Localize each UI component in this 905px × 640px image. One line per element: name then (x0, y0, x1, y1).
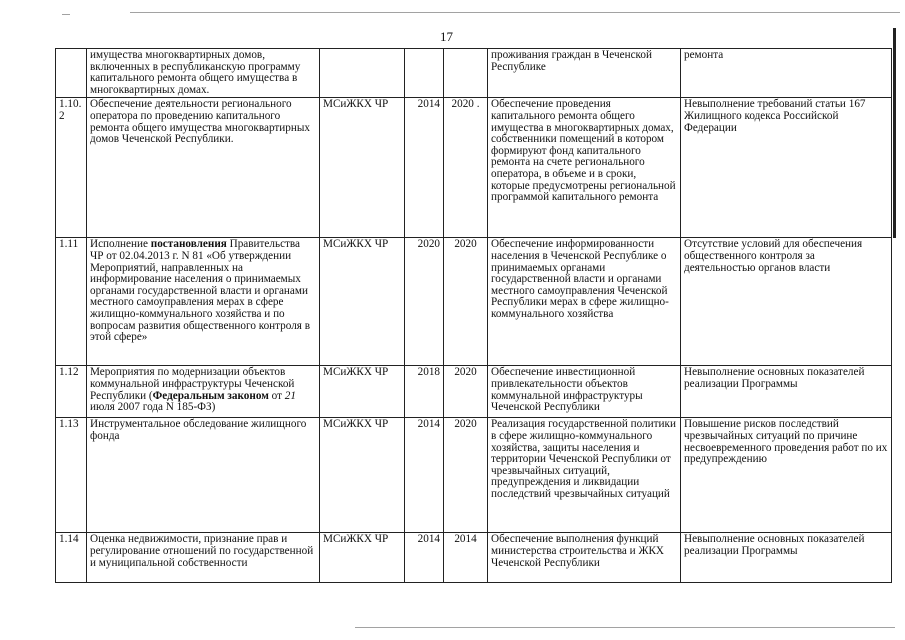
start-year: 2014 (405, 418, 444, 533)
scan-artifact-top (130, 12, 900, 13)
expected-result: Обеспечение информированности населения в Чеченской Республике о принимаемых органами государственной власти и органами местного самоуправления Чеченской Республики мерах в сфере жилищно-коммунального хозяйства (488, 238, 681, 366)
risk-consequence: Невыполнение требований статьи 167 Жилищного кодекса Российской Федерации (681, 98, 892, 238)
table-row (56, 418, 892, 533)
risk-consequence: ремонта (681, 49, 892, 98)
measure-name (87, 366, 320, 418)
measure-name-mid: от (268, 389, 285, 402)
measure-name: Обеспечение деятельности регионального оператора по проведению капитального ремонта общего имущества многоквартирных домов Чеченской Республики. (87, 98, 320, 238)
responsible-org: МСиЖКХ ЧР (320, 238, 405, 366)
scan-edge-bar (893, 28, 896, 238)
risk-consequence: Невыполнение основных показателей реализации Программы (681, 533, 892, 583)
start-year: 2020 (405, 238, 444, 366)
expected-result: Обеспечение выполнения функций министерства строительства и ЖКХ Чеченской Республики (488, 533, 681, 583)
measure-name-pre: Исполнение (90, 238, 151, 251)
scan-artifact-bottom (355, 627, 895, 628)
start-year: 2018 (405, 366, 444, 418)
responsible-org (320, 49, 405, 98)
responsible-org: МСиЖКХ ЧР (320, 366, 405, 418)
page-number: 17 (440, 29, 453, 44)
row-number (56, 49, 87, 98)
table-row (56, 366, 892, 418)
expected-result: проживания граждан в Чеченской Республике (488, 49, 681, 98)
expected-result: Обеспечение проведения капитального ремонта общего имущества в многоквартирных домах, собственники помещений в котором формируют фонд капитального ремонта на счете регионального оператора, в объеме и в сроки, которые предусмотрены региональной программой капитального ремонта (488, 98, 681, 238)
start-year: 2014 (405, 533, 444, 583)
program-measures-table (55, 48, 892, 583)
row-number: 1.10. 2 (56, 98, 87, 238)
measure-name: Инструментальное обследование жилищного фонда (87, 418, 320, 533)
measure-name-italic: 21 (284, 389, 296, 402)
measure-name-bold: Федеральным законом (152, 389, 269, 402)
risk-consequence: Невыполнение основных показателей реализации Программы (681, 366, 892, 418)
measure-name-post: Правительства ЧР от 02.04.2013 г. N 81 «Об утверждении Мероприятий, направленных на информирование населения о принимаемых органами государственной власти и органами местного самоуправления мерах в сфере жилищно-коммунального хозяйства и по вопросам развития общественного контроля в этой сфере» (90, 238, 311, 344)
end-year: 2020 (444, 366, 488, 418)
end-year (444, 49, 488, 98)
end-year: 2014 (444, 533, 488, 583)
row-number: 1.13 (56, 418, 87, 533)
risk-consequence: Повышение рисков последствий чрезвычайных ситуаций по причине несвоевременного проведения работ по их предупреждению (681, 418, 892, 533)
row-number: 1.12 (56, 366, 87, 418)
measure-name (87, 238, 320, 366)
table-row (56, 533, 892, 583)
end-year: 2020 (444, 238, 488, 366)
responsible-org: МСиЖКХ ЧР (320, 533, 405, 583)
table-row (56, 49, 892, 98)
table-row (56, 238, 892, 366)
responsible-org: МСиЖКХ ЧР (320, 418, 405, 533)
expected-result: Реализация государственной политики в сфере жилищно-коммунального хозяйства, защиты населения и территории Чеченской Республики от чрезвычайных ситуаций, предупреждения и ликвидации последствий чрезвычайных ситуаций (488, 418, 681, 533)
risk-consequence: Отсутствие условий для обеспечения общественного контроля за деятельностью органов власти (681, 238, 892, 366)
measure-name: имущества многоквартирных домов, включенных в республиканскую программу капитального ремонта общего имущества в многоквартирных домах. (87, 49, 320, 98)
row-number: 1.14 (56, 533, 87, 583)
scan-artifact-corner (62, 14, 70, 15)
measure-name: Оценка недвижимости, признание прав и регулирование отношений по государственной и муниципальной собственности (87, 533, 320, 583)
table-row (56, 98, 892, 238)
start-year: 2014 (405, 98, 444, 238)
measure-name-post: июля 2007 года N 185-ФЗ) (90, 401, 216, 414)
row-number: 1.11 (56, 238, 87, 366)
end-year: 2020 (444, 418, 488, 533)
responsible-org: МСиЖКХ ЧР (320, 98, 405, 238)
expected-result: Обеспечение инвестиционной привлекательности объектов коммунальной инфраструктуры Чеченской Республики (488, 366, 681, 418)
start-year (405, 49, 444, 98)
measure-name-pre: Мероприятия по модернизации объектов коммунальной инфраструктуры Чеченской Республики ( (90, 366, 295, 402)
end-year: 2020 . (444, 98, 488, 238)
measure-name-bold: постановления (150, 238, 227, 251)
